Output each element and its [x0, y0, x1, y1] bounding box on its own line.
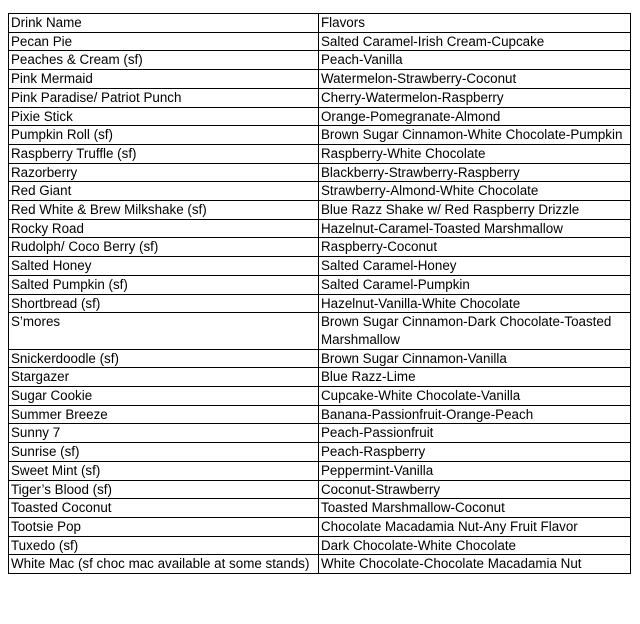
flavors-cell: Peach-Raspberry	[319, 443, 631, 462]
table-row	[9, 480, 631, 499]
table-row	[9, 387, 631, 406]
drink-menu-document	[8, 13, 630, 574]
table-row	[9, 126, 631, 145]
flavors-cell: Peach-Vanilla	[319, 51, 631, 70]
drink-name-cell: Sugar Cookie	[9, 387, 319, 406]
flavors-cell: Raspberry-Coconut	[319, 238, 631, 257]
drink-name-cell: S’mores	[9, 313, 319, 349]
table-row	[9, 517, 631, 536]
drink-name-cell: Salted Pumpkin (sf)	[9, 275, 319, 294]
table-row	[9, 536, 631, 555]
flavors-cell: Brown Sugar Cinnamon-White Chocolate-Pumpkin	[319, 126, 631, 145]
flavors-cell: Coconut-Strawberry	[319, 480, 631, 499]
drink-name-cell: Stargazer	[9, 368, 319, 387]
drink-name-cell: Red Giant	[9, 182, 319, 201]
drink-name-cell: Salted Honey	[9, 257, 319, 276]
flavors-cell: Raspberry-White Chocolate	[319, 144, 631, 163]
flavors-cell: Brown Sugar Cinnamon-Vanilla	[319, 349, 631, 368]
flavors-cell: Strawberry-Almond-White Chocolate	[319, 182, 631, 201]
drink-name-cell: Pixie Stick	[9, 107, 319, 126]
drink-name-cell: Pink Mermaid	[9, 70, 319, 89]
table-row	[9, 499, 631, 518]
table-row	[9, 107, 631, 126]
header-flavors: Flavors	[319, 14, 631, 33]
table-row	[9, 51, 631, 70]
drink-flavor-table	[8, 13, 631, 574]
table-row	[9, 443, 631, 462]
flavors-cell: Chocolate Macadamia Nut-Any Fruit Flavor	[319, 517, 631, 536]
table-row	[9, 461, 631, 480]
drink-name-cell: Toasted Coconut	[9, 499, 319, 518]
drink-name-cell: White Mac (sf choc mac available at some stands)	[9, 555, 319, 574]
header-drink-name: Drink Name	[9, 14, 319, 33]
table-row	[9, 32, 631, 51]
flavors-cell: Hazelnut-Vanilla-White Chocolate	[319, 294, 631, 313]
table-row	[9, 405, 631, 424]
table-row	[9, 257, 631, 276]
drink-name-cell: Rudolph/ Coco Berry (sf)	[9, 238, 319, 257]
flavors-cell: Banana-Passionfruit-Orange-Peach	[319, 405, 631, 424]
table-row	[9, 313, 631, 349]
table-row	[9, 275, 631, 294]
table-row	[9, 555, 631, 574]
flavors-cell: Dark Chocolate-White Chocolate	[319, 536, 631, 555]
table-row	[9, 201, 631, 220]
flavors-cell: Brown Sugar Cinnamon-Dark Chocolate-Toasted Marshmallow	[319, 313, 631, 349]
table-row	[9, 182, 631, 201]
flavors-cell: Salted Caramel-Irish Cream-Cupcake	[319, 32, 631, 51]
flavors-cell: Cherry-Watermelon-Raspberry	[319, 88, 631, 107]
flavors-cell: Blue Razz Shake w/ Red Raspberry Drizzle	[319, 201, 631, 220]
table-row	[9, 70, 631, 89]
flavors-cell: Cupcake-White Chocolate-Vanilla	[319, 387, 631, 406]
drink-name-cell: Summer Breeze	[9, 405, 319, 424]
drink-name-cell: Rocky Road	[9, 219, 319, 238]
drink-name-cell: Tuxedo (sf)	[9, 536, 319, 555]
drink-name-cell: Razorberry	[9, 163, 319, 182]
flavors-cell: Blackberry-Strawberry-Raspberry	[319, 163, 631, 182]
drink-name-cell: Snickerdoodle (sf)	[9, 349, 319, 368]
table-row	[9, 144, 631, 163]
table-row	[9, 368, 631, 387]
flavors-cell: Orange-Pomegranate-Almond	[319, 107, 631, 126]
drink-name-cell: Pumpkin Roll (sf)	[9, 126, 319, 145]
drink-name-cell: Sunny 7	[9, 424, 319, 443]
flavors-cell: Salted Caramel-Honey	[319, 257, 631, 276]
drink-name-cell: Pecan Pie	[9, 32, 319, 51]
flavors-cell: Salted Caramel-Pumpkin	[319, 275, 631, 294]
flavors-cell: Hazelnut-Caramel-Toasted Marshmallow	[319, 219, 631, 238]
drink-name-cell: Sweet Mint (sf)	[9, 461, 319, 480]
drink-name-cell: Pink Paradise/ Patriot Punch	[9, 88, 319, 107]
drink-name-cell: Shortbread (sf)	[9, 294, 319, 313]
table-row	[9, 294, 631, 313]
table-row	[9, 424, 631, 443]
drink-name-cell: Sunrise (sf)	[9, 443, 319, 462]
flavors-cell: Blue Razz-Lime	[319, 368, 631, 387]
table-header-row	[9, 14, 631, 33]
table-row	[9, 163, 631, 182]
table-row	[9, 238, 631, 257]
flavors-cell: Watermelon-Strawberry-Coconut	[319, 70, 631, 89]
drink-name-cell: Tiger’s Blood (sf)	[9, 480, 319, 499]
flavors-cell: Peach-Passionfruit	[319, 424, 631, 443]
table-row	[9, 219, 631, 238]
table-row	[9, 88, 631, 107]
table-body	[9, 14, 631, 574]
flavors-cell: Peppermint-Vanilla	[319, 461, 631, 480]
drink-name-cell: Peaches & Cream (sf)	[9, 51, 319, 70]
flavors-cell: Toasted Marshmallow-Coconut	[319, 499, 631, 518]
drink-name-cell: Red White & Brew Milkshake (sf)	[9, 201, 319, 220]
flavors-cell: White Chocolate-Chocolate Macadamia Nut	[319, 555, 631, 574]
drink-name-cell: Tootsie Pop	[9, 517, 319, 536]
drink-name-cell: Raspberry Truffle (sf)	[9, 144, 319, 163]
table-row	[9, 349, 631, 368]
